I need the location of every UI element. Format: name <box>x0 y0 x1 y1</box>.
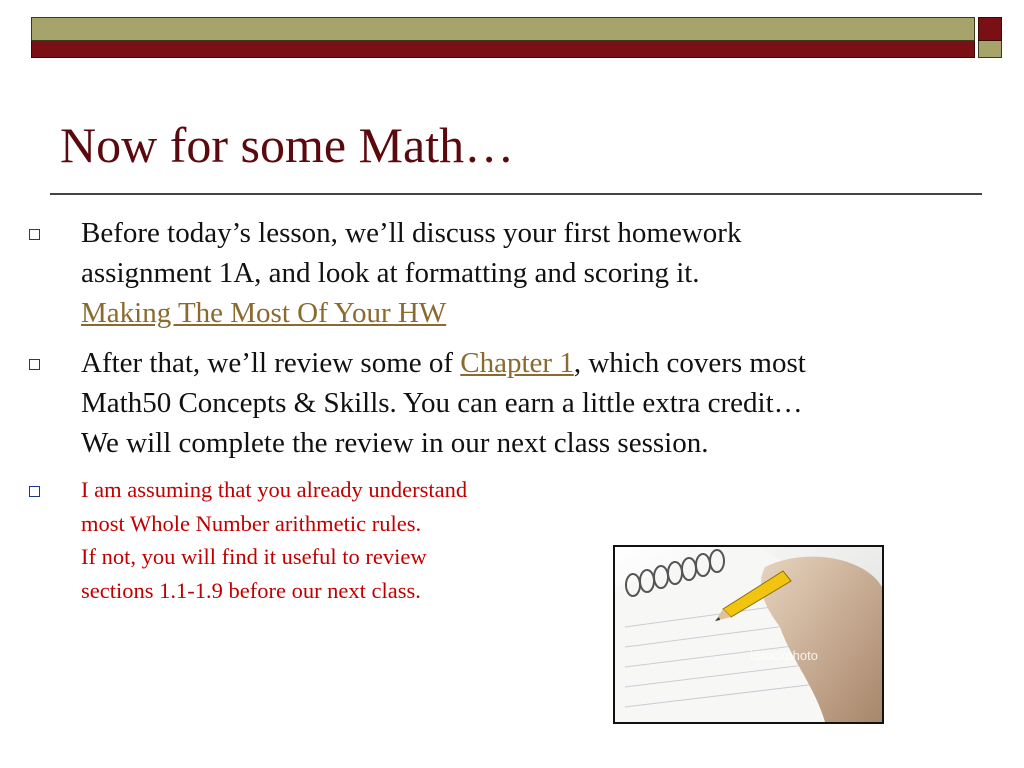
bullet-text-line: Before today’s lesson, we’ll discuss your first homework <box>81 217 742 249</box>
bullet-text: , which covers most <box>573 347 806 379</box>
bullet-chapter-review <box>24 343 974 463</box>
bullet-text-line: Math50 Concepts & Skills. You can earn a little extra credit… <box>81 387 803 419</box>
note-text-line: If not, you will find it useful to review <box>81 544 427 569</box>
watermark-text: iStockphoto <box>750 648 818 663</box>
header-square-olive <box>978 41 1002 58</box>
header-band-olive <box>31 17 975 41</box>
title-divider <box>50 193 982 195</box>
header-square-maroon <box>978 17 1002 41</box>
link-chapter-1[interactable]: Chapter 1 <box>460 347 574 379</box>
note-text-line: most Whole Number arithmetic rules. <box>81 510 422 536</box>
bullet-text-line: We will complete the review in our next class session. <box>81 427 709 459</box>
square-bullet-icon <box>29 486 40 497</box>
header-band-maroon <box>31 41 975 58</box>
notepad-illustration <box>615 547 882 722</box>
link-making-most-of-hw[interactable]: Making The Most Of Your HW <box>81 297 447 329</box>
square-bullet-icon <box>29 359 40 370</box>
note-text-line: I am assuming that you already understand <box>81 477 468 502</box>
bullet-text-line: assignment 1A, and look at formatting and scoring it. <box>81 257 700 289</box>
slide-title: Now for some Math… <box>60 117 515 173</box>
bullet-text-line <box>81 343 974 383</box>
bullet-homework <box>24 213 974 333</box>
note-text-line: sections 1.1-1.9 before our next class. <box>81 577 421 603</box>
square-bullet-icon <box>29 229 40 240</box>
bullet-text: After that, we’ll review some of <box>81 347 461 379</box>
notepad-pencil-photo <box>613 545 884 724</box>
